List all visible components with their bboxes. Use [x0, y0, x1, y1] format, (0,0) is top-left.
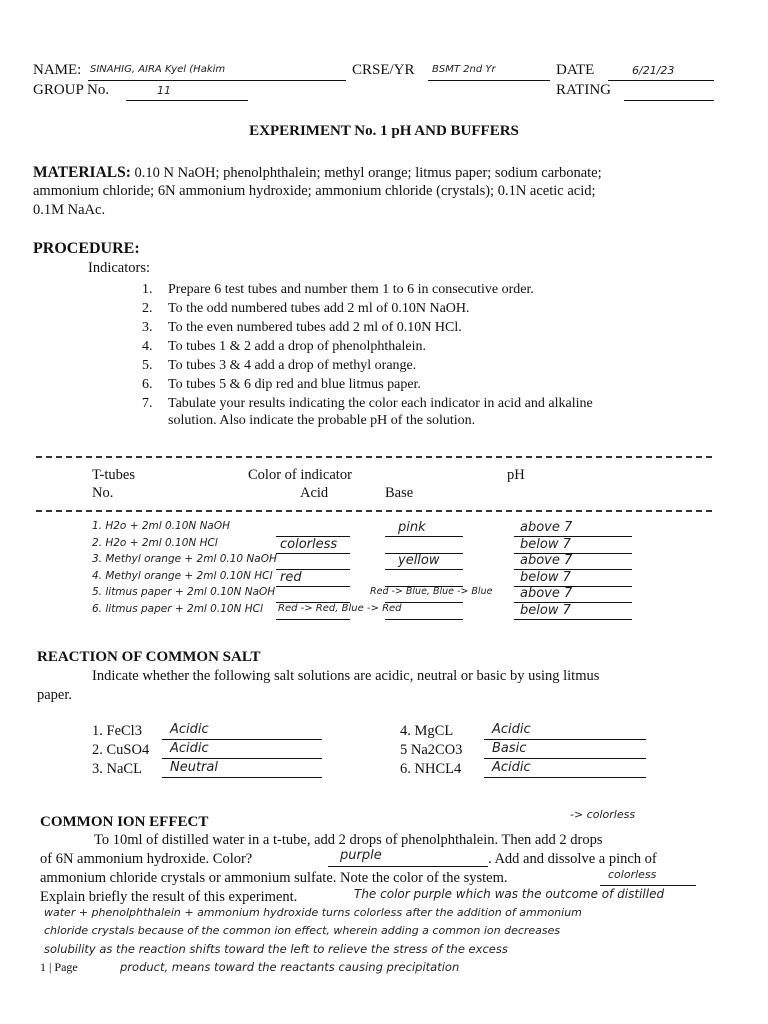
salt-item-label: 1. FeCl3 — [92, 723, 142, 739]
date-underline — [608, 80, 714, 81]
crse-label: CRSE/YR — [352, 62, 415, 78]
salt-item-underline — [162, 739, 322, 740]
ion-system-underline — [600, 885, 696, 886]
rating-label: RATING — [556, 82, 611, 98]
ion-label: COMMON ION EFFECT — [40, 814, 209, 830]
page-number: 1 | Page — [40, 960, 78, 974]
table-row-ph: above 7 — [520, 586, 573, 601]
procedure-step-num: 3. — [142, 320, 153, 335]
salt-instr2: paper. — [37, 687, 73, 703]
salt-item-label: 5 Na2CO3 — [400, 742, 463, 758]
name-value: SINAHIG, AIRA Kyel (Hakim — [90, 64, 226, 75]
table-row-base: yellow — [398, 553, 440, 568]
procedure-step-num: 5. — [142, 358, 153, 373]
table-header-divider — [36, 510, 712, 512]
group-label: GROUP No. — [33, 82, 110, 98]
ion-line4: Explain briefly the result of this experiment. — [40, 889, 298, 905]
ion-line2a: of 6N ammonium hydroxide. Color? — [40, 851, 253, 867]
salt-item-label: 4. MgCL — [400, 723, 454, 739]
procedure-sub: Indicators: — [88, 260, 151, 276]
procedure-step-text: Tabulate your results indicating the color each indicator in acid and alkaline — [168, 396, 593, 411]
procedure-step-num: 6. — [142, 377, 153, 392]
table-row-ph: below 7 — [520, 602, 571, 618]
col-no: No. — [92, 485, 114, 501]
procedure-step-text: To the odd numbered tubes add 2 ml of 0.10N NaOH. — [168, 301, 470, 316]
ion-system-answer: colorless — [608, 868, 657, 881]
table-row-acid: red — [280, 569, 302, 585]
base-underline — [385, 536, 463, 537]
salt-instr1: Indicate whether the following salt solutions are acidic, neutral or basic by using litmus — [92, 668, 600, 684]
col-color: Color of indicator — [248, 467, 352, 483]
table-row-label: 2. H2o + 2ml 0.10N HCl — [92, 536, 218, 549]
ion-color-underline — [328, 866, 488, 867]
ion-explain-2: water + phenolphthalein + ammonium hydroxide turns colorless after the addition of ammonium — [44, 906, 582, 919]
procedure-step-num: 2. — [142, 301, 153, 316]
table-row-label: 6. litmus paper + 2ml 0.10N HCl — [92, 602, 263, 615]
salt-item-answer: Acidic — [170, 741, 209, 756]
col-ph: pH — [507, 467, 525, 483]
salt-item-label: 6. NHCL4 — [400, 761, 462, 777]
procedure-step7-cont: solution. Also indicate the probable pH of the solution. — [168, 413, 476, 428]
table-row-ph: above 7 — [520, 553, 573, 568]
group-value: 11 — [157, 84, 171, 97]
salt-item-label: 2. CuSO4 — [92, 742, 150, 758]
procedure-step-text: To the even numbered tubes add 2 ml of 0.10N HCl. — [168, 320, 462, 335]
ion-explain-1: The color purple which was the outcome of distilled — [354, 887, 665, 901]
table-row-label: 3. Methyl orange + 2ml 0.10 NaOH — [92, 553, 277, 565]
rating-underline — [624, 100, 714, 101]
materials-line3: 0.1M NaAc. — [33, 202, 106, 218]
salt-item-answer: Acidic — [492, 760, 531, 775]
procedure-step-text: Prepare 6 test tubes and number them 1 to 6 in consecutive order. — [168, 282, 534, 297]
salt-item-answer: Basic — [492, 741, 527, 756]
date-value: 6/21/23 — [632, 64, 675, 77]
date-label: DATE — [556, 62, 595, 78]
salt-item-answer: Acidic — [170, 722, 209, 737]
table-row-label: 1. H2o + 2ml 0.10N NaOH — [92, 520, 231, 532]
salt-item-underline — [484, 739, 646, 740]
ion-color-answer: purple — [340, 848, 382, 863]
col-base: Base — [385, 485, 414, 501]
materials-line1: 0.10 N NaOH; phenolphthalein; methyl orange; litmus paper; sodium carbonate; — [134, 165, 602, 181]
salt-item-underline — [484, 777, 646, 778]
salt-item-underline — [484, 758, 646, 759]
materials-line2: ammonium chloride; 6N ammonium hydroxide; ammonium chloride (crystals); 0.1N acetic acid; — [33, 183, 596, 199]
ion-line1: To 10ml of distilled water in a t-tube, add 2 drops of phenolphthalein. Then add 2 drops — [94, 832, 603, 848]
table-row-ph: above 7 — [520, 520, 573, 535]
ion-line3a: ammonium chloride crystals or ammonium sulfate. Note the color of the system. — [40, 870, 508, 886]
table-row-label: 5. litmus paper + 2ml 0.10N NaOH — [92, 586, 276, 598]
ion-explain-3: chloride crystals because of the common ion effect, wherein adding a common ion decreases — [44, 924, 561, 937]
procedure-step-num: 1. — [142, 282, 153, 297]
salt-item-answer: Acidic — [492, 722, 531, 737]
salt-item-underline — [162, 777, 322, 778]
table-row-base: pink — [398, 520, 426, 535]
ion-arrow-note: -> colorless — [570, 808, 636, 821]
crse-underline — [428, 80, 550, 81]
ion-line2b: . Add and dissolve a pinch of — [488, 851, 657, 867]
procedure-step-text: To tubes 5 & 6 dip red and blue litmus paper. — [168, 377, 421, 392]
procedure-step-text: To tubes 1 & 2 add a drop of phenolphthalein. — [168, 339, 426, 354]
col-ttubes: T-tubes — [92, 467, 135, 483]
name-underline — [88, 80, 346, 81]
salt-item-answer: Neutral — [170, 760, 218, 775]
salt-item-underline — [162, 758, 322, 759]
ph-underline — [514, 619, 632, 620]
base-underline — [385, 569, 463, 570]
crse-value: BSMT 2nd Yr — [432, 64, 496, 75]
table-row-acid: colorless — [280, 536, 338, 552]
group-underline — [126, 100, 248, 101]
procedure-step-num: 4. — [142, 339, 153, 354]
table-top-divider — [36, 456, 712, 458]
table-row-label: 4. Methyl orange + 2ml 0.10N HCl — [92, 569, 273, 582]
procedure-step-text: To tubes 3 & 4 add a drop of methyl orange. — [168, 358, 417, 373]
ion-explain-5: product, means toward the reactants causing precipitation — [120, 960, 460, 974]
procedure-label: PROCEDURE: — [33, 240, 140, 257]
procedure-step-num: 7. — [142, 396, 153, 411]
salt-item-label: 3. NaCL — [92, 761, 142, 777]
salt-label: REACTION OF COMMON SALT — [37, 649, 261, 665]
page-title: EXPERIMENT No. 1 pH AND BUFFERS — [249, 123, 519, 139]
acid-underline — [276, 586, 350, 587]
materials-label: MATERIALS: — [33, 164, 131, 181]
table-row-acid: Red -> Red, Blue -> Red — [278, 602, 402, 614]
ion-explain-4: solubility as the reaction shifts toward the left to relieve the stress of the excess — [44, 942, 508, 956]
acid-underline — [276, 553, 350, 554]
table-row-ph: below 7 — [520, 569, 571, 585]
col-acid: Acid — [300, 485, 329, 501]
base-underline — [385, 619, 463, 620]
acid-underline — [276, 619, 350, 620]
name-label: NAME: — [33, 62, 82, 78]
table-row-ph: below 7 — [520, 536, 571, 552]
table-row-base: Red -> Blue, Blue -> Blue — [370, 586, 493, 597]
